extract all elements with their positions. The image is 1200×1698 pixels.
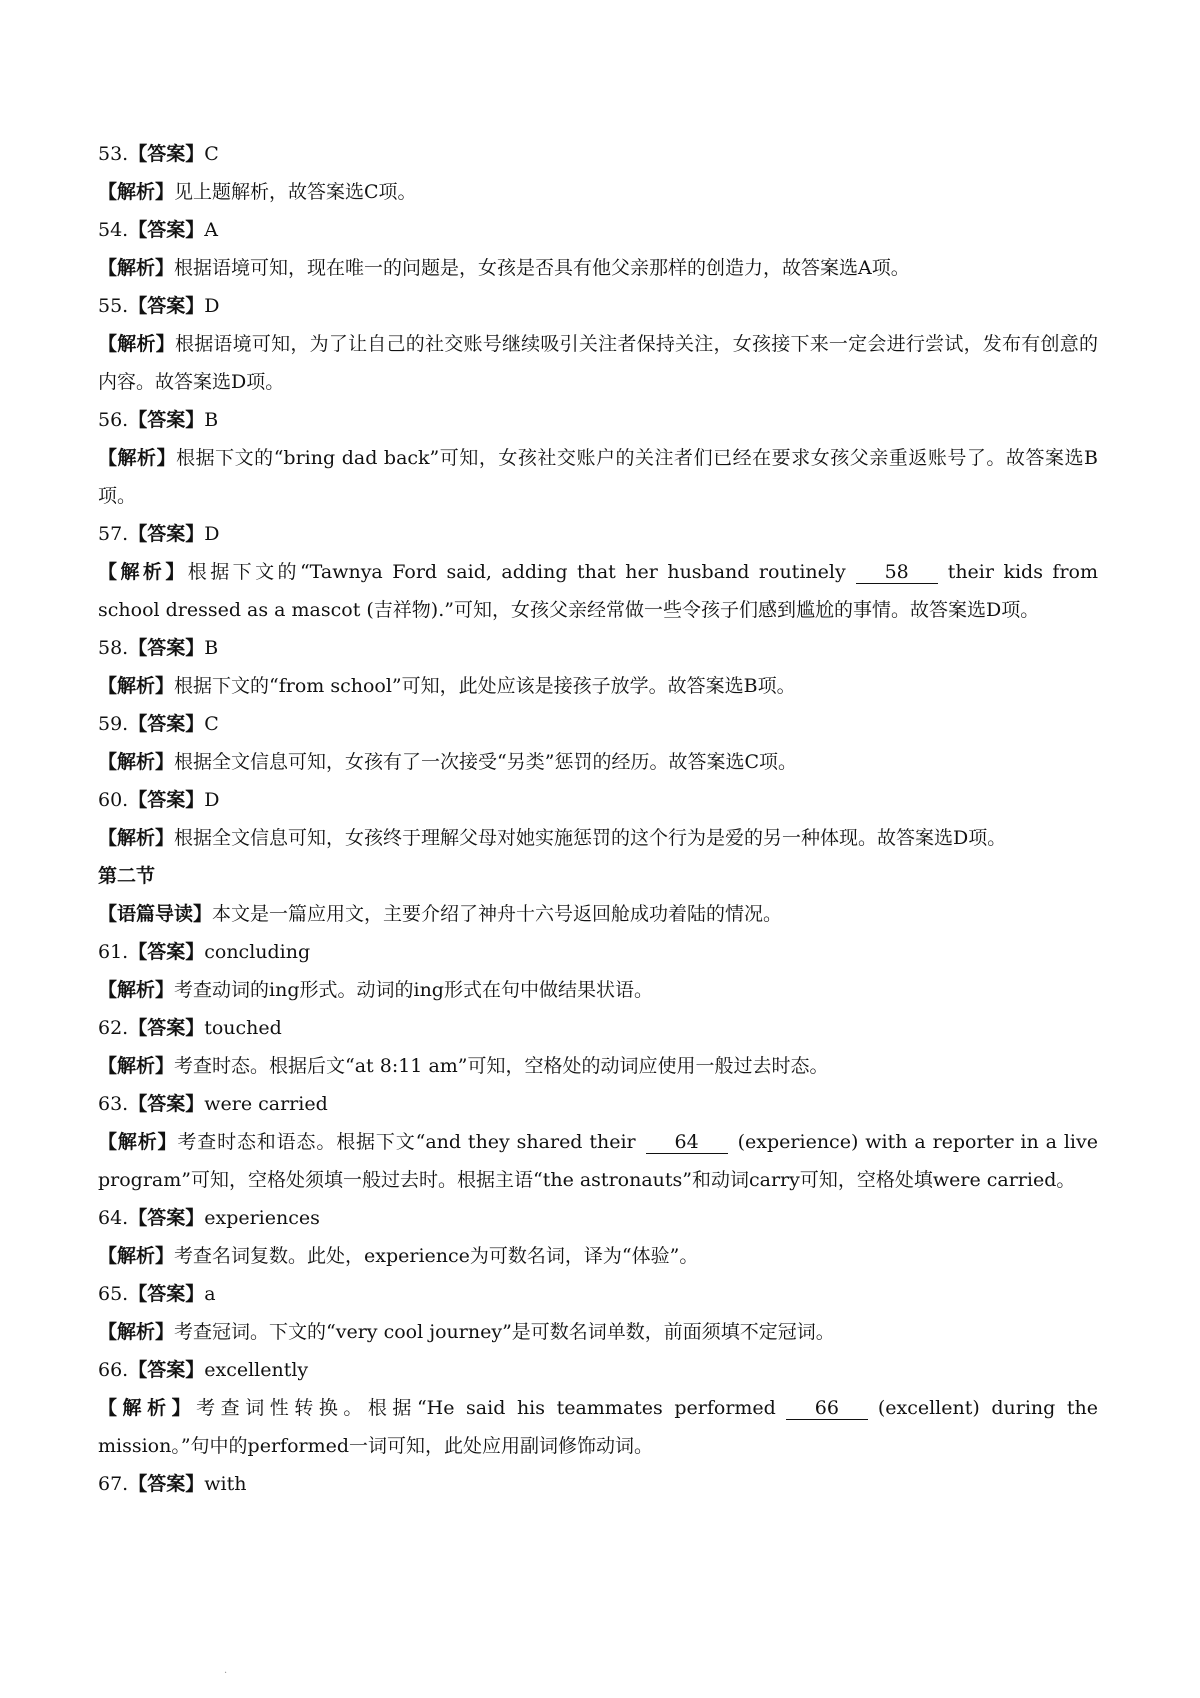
analysis-59: 【解析】根据全文信息可知，女孩有了一次接受“另类”惩罚的经历。故答案选C项。 — [98, 751, 797, 773]
analysis-53: 【解析】见上题解析，故答案选C项。 — [98, 181, 417, 203]
analysis-58: 【解析】根据下文的“from school”可知，此处应该是接孩子放学。故答案选B项。 — [98, 675, 796, 697]
blank-64: 64 — [646, 1131, 728, 1154]
answer-56: 56.【答案】B — [98, 409, 219, 431]
blank-58: 58 — [856, 561, 938, 584]
analysis-64: 【解析】考查名词复数。此处，experience为可数名词，译为“体验”。 — [98, 1245, 699, 1267]
analysis-55: 【解析】根据语境可知，为了让自己的社交账号继续吸引关注者保持关注，女孩接下来一定会进行尝试，发布有创意的内容。故答案选D项。 — [98, 333, 1098, 393]
answer-67: 67.【答案】with — [98, 1473, 247, 1495]
analysis-61: 【解析】考查动词的ing形式。动词的ing形式在句中做结果状语。 — [98, 979, 653, 1001]
analysis-54: 【解析】根据语境可知，现在唯一的问题是，女孩是否具有他父亲那样的创造力，故答案选A项。 — [98, 257, 910, 279]
answer-59: 59.【答案】C — [98, 713, 219, 735]
answer-64: 64.【答案】experiences — [98, 1207, 320, 1229]
answer-60: 60.【答案】D — [98, 789, 220, 811]
answer-58: 58.【答案】B — [98, 637, 219, 659]
answer-63: 63.【答案】were carried — [98, 1093, 328, 1115]
answer-65: 65.【答案】a — [98, 1283, 216, 1305]
blank-66: 66 — [786, 1397, 868, 1420]
analysis-63: 【解析】考查时态和语态。根据下文“and they shared their 64 (experience) with a reporter in a live program”可知，空格处须填一般过去时。根据主语“the astronauts”和动词carry可知，空格处填were carried。 — [98, 1131, 1098, 1191]
analysis-60: 【解析】根据全文信息可知，女孩终于理解父母对她实施惩罚的这个行为是爱的另一种体现。故答案选D项。 — [98, 827, 1007, 849]
analysis-57: 【解析】根据下文的“Tawnya Ford said, adding that her husband routinely 58 their kids from school dressed as a mascot (吉祥物).”可知，女孩父亲经常做一些令孩子们感到尴尬的事情。故答案选D项。 — [98, 561, 1098, 621]
analysis-66: 【解析】考查词性转换。根据“He said his teammates performed 66 (excellent) during the mission。”句中的performed一词可知，此处应用副词修饰动词。 — [98, 1397, 1098, 1457]
answer-61: 61.【答案】concluding — [98, 941, 311, 963]
answer-55: 55.【答案】D — [98, 295, 220, 317]
answer-57: 57.【答案】D — [98, 523, 220, 545]
analysis-65: 【解析】考查冠词。下文的“very cool journey”是可数名词单数，前面须填不定冠词。 — [98, 1321, 835, 1343]
answer-54: 54.【答案】A — [98, 219, 218, 241]
section-heading: 第二节 — [98, 865, 156, 887]
answer-sheet — [98, 135, 1098, 1503]
answer-66: 66.【答案】excellently — [98, 1359, 309, 1381]
passage-guide: 【语篇导读】本文是一篇应用文，主要介绍了神舟十六号返回舱成功着陆的情况。 — [98, 903, 783, 925]
page-footer-mark: · — [224, 1668, 228, 1679]
analysis-62: 【解析】考查时态。根据后文“at 8:11 am”可知，空格处的动词应使用一般过去时态。 — [98, 1055, 829, 1077]
answer-53: 53.【答案】C — [98, 143, 219, 165]
analysis-56: 【解析】根据下文的“bring dad back”可知，女孩社交账户的关注者们已经在要求女孩父亲重返账号了。故答案选B项。 — [98, 447, 1098, 507]
answer-62: 62.【答案】touched — [98, 1017, 282, 1039]
